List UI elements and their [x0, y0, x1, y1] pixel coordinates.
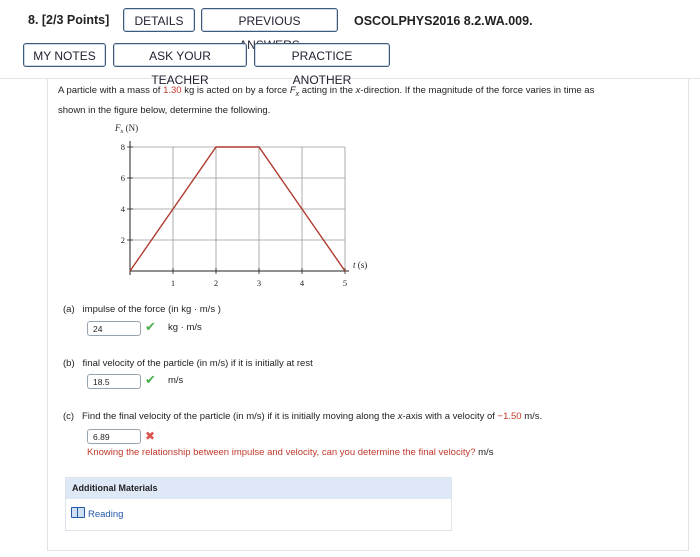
part-c-text: -axis with a velocity of [402, 411, 498, 422]
part-a-answer-input[interactable]: 24 [87, 321, 141, 336]
x-tick-label: 2 [213, 278, 219, 288]
check-icon: ✔ [145, 319, 156, 334]
x-symbol: x [397, 411, 403, 422]
reading-label[interactable]: Reading [88, 509, 124, 520]
part-c-label: (c) [63, 411, 75, 422]
question-code: OSCOLPHYS2016 8.2.WA.009. [354, 14, 533, 28]
x-symbol: x [355, 85, 361, 96]
problem-text: kg is acted on by a force [181, 85, 290, 96]
force-symbol: F [289, 85, 296, 96]
x-tick-label: 4 [299, 278, 305, 288]
initial-velocity-value: −1.50 [497, 411, 522, 422]
x-axis-label: t (s) [353, 260, 368, 270]
cross-icon: ✖ [145, 429, 156, 443]
previous-answers-button[interactable]: PREVIOUS [201, 8, 338, 32]
question-header [0, 0, 700, 87]
y-tick-label: 4 [120, 204, 125, 214]
part-c-answer-input[interactable]: 6.89 [87, 429, 141, 444]
question-number: 8. [2/3 Points] [28, 13, 110, 27]
book-icon [71, 507, 85, 518]
reading-link[interactable] [71, 507, 123, 520]
details-button[interactable]: DETAILS [123, 8, 195, 32]
problem-text: shown in the figure below, determine the following. [58, 104, 271, 116]
part-b-text: final velocity of the particle (in m/s) if it is initially at rest [82, 358, 313, 369]
part-b-question [63, 358, 313, 369]
part-c-feedback [87, 447, 493, 458]
part-a-question [63, 304, 221, 315]
part-a-label: (a) [63, 304, 75, 315]
x-tick-label: 1 [170, 278, 176, 288]
practice-another-button[interactable]: PRACTICE ANOTHER [254, 43, 390, 67]
problem-text: acting in the [299, 85, 356, 96]
part-a-unit: kg · m/s [168, 322, 202, 333]
chart-tick-labels [121, 142, 347, 288]
chart-axes [127, 141, 349, 275]
problem-statement [58, 83, 680, 119]
x-tick-label: 3 [256, 278, 262, 288]
x-tick-label: 5 [342, 278, 348, 288]
y-axis-label: $F_x$ (N) [115, 123, 139, 135]
feedback-unit: m/s [475, 447, 494, 458]
my-notes-button[interactable]: MY NOTES [23, 43, 106, 67]
ask-your-teacher-button[interactable]: ASK YOUR TEACHER [113, 43, 247, 67]
problem-text: -direction. If the magnitude of the force varies in time as [360, 85, 595, 96]
part-b-answer-input[interactable]: 18.5 [87, 374, 141, 389]
problem-text: A particle with a mass of [58, 85, 164, 96]
y-tick-label: 6 [120, 173, 125, 183]
part-c-text: m/s. [521, 411, 543, 422]
feedback-text: Knowing the relationship between impulse and velocity, can you determine the final velocity? [87, 447, 476, 458]
additional-materials-box [65, 477, 452, 531]
force-subscript: x [295, 90, 300, 98]
part-b-unit: m/s [168, 375, 184, 386]
additional-materials-title: Additional Materials [66, 478, 451, 499]
check-icon: ✔ [145, 372, 156, 387]
mass-value: 1.30 [163, 85, 182, 96]
part-c-text: Find the final velocity of the particle (in m/s) if it is initially moving along the [82, 411, 398, 422]
part-b-label: (b) [63, 358, 75, 369]
y-tick-label: 8 [120, 142, 125, 152]
force-time-graph [100, 118, 390, 293]
y-tick-label: 2 [120, 235, 125, 245]
part-a-text: impulse of the force (in kg · m/s ) [82, 304, 221, 315]
part-c-question [63, 411, 542, 422]
chart-grid [130, 147, 345, 271]
